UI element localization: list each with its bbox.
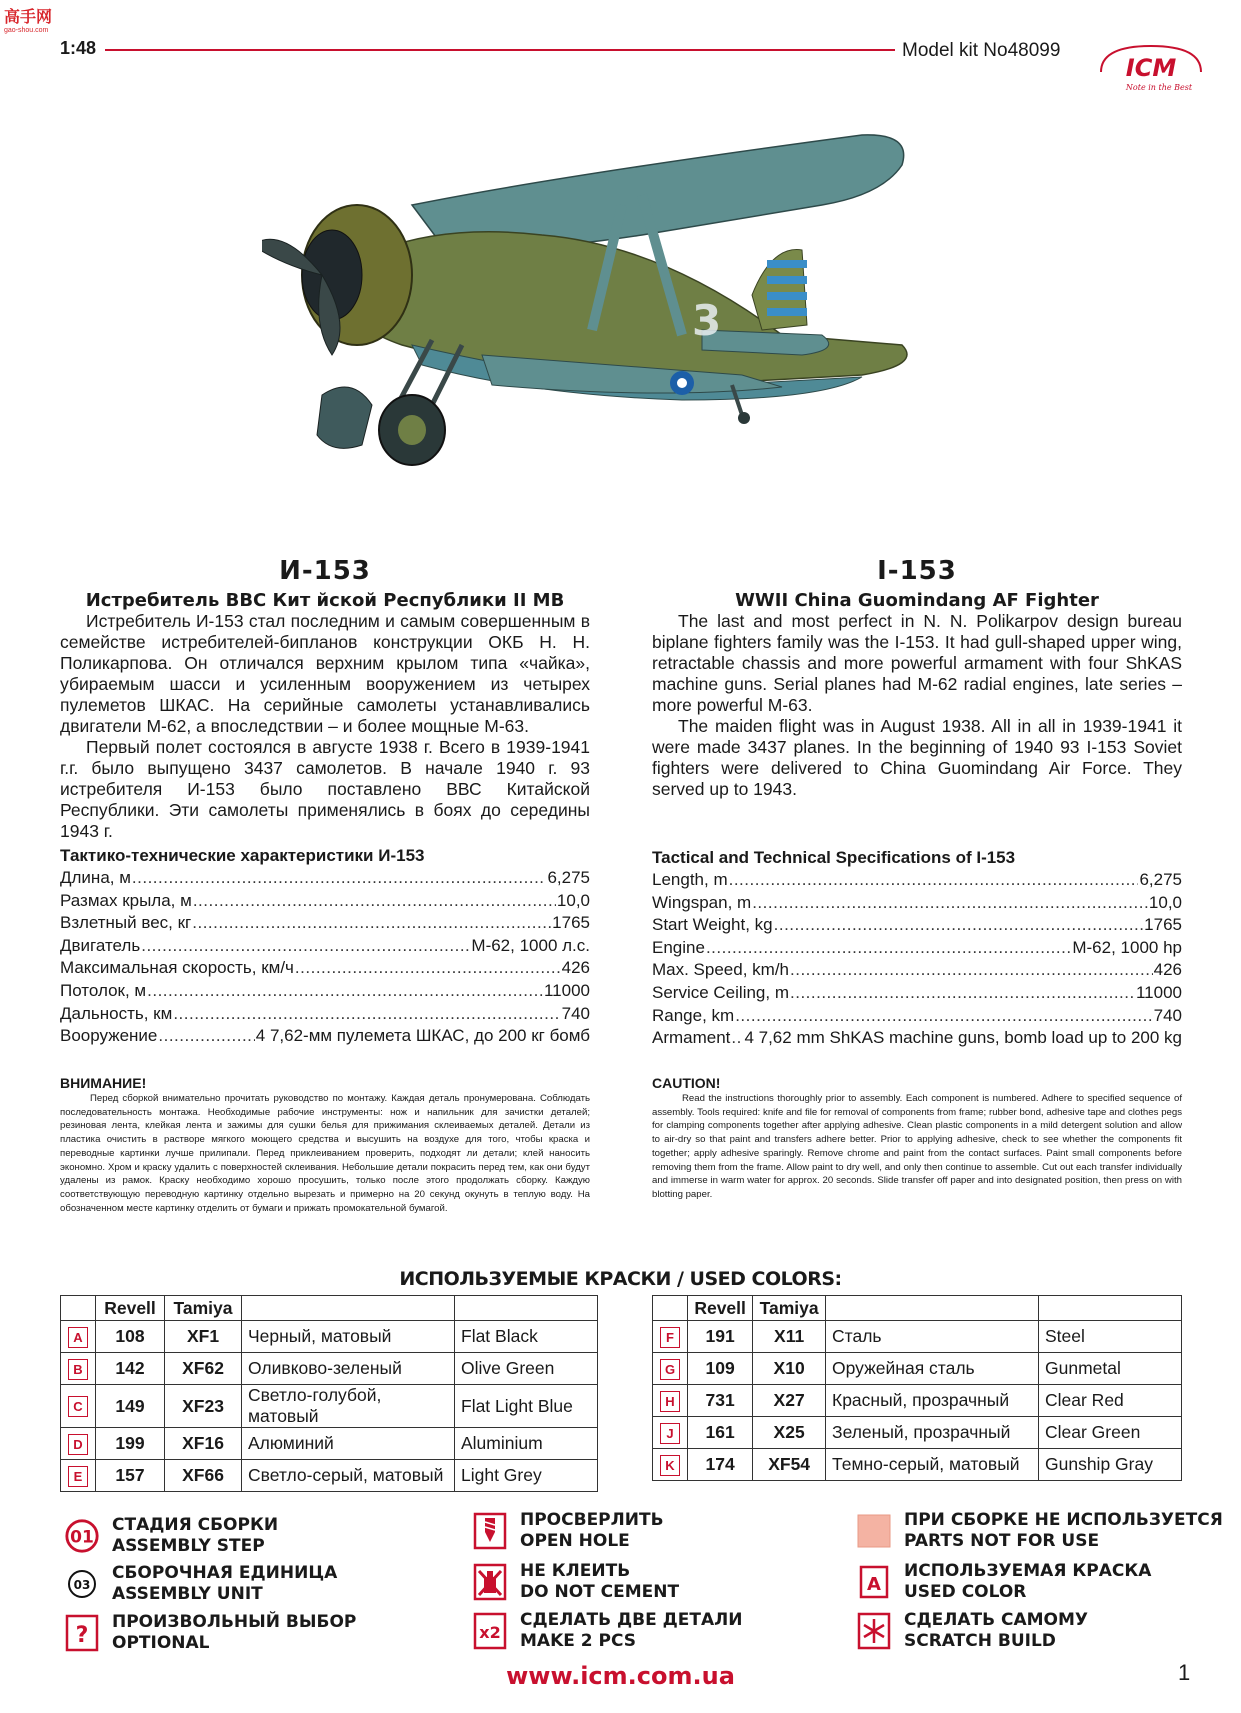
color-letter-icon: K	[660, 1455, 680, 1476]
table-row: G 109 X10 Оружейная сталь Gunmetal	[653, 1353, 1182, 1385]
optional-icon	[64, 1614, 100, 1652]
ru-caution-title: ВНИМАНИЕ!	[60, 1075, 147, 1091]
page-number: 1	[1178, 1660, 1191, 1685]
table-row: B 142 XF62 Оливково-зеленый Olive Green	[61, 1353, 598, 1385]
en-caution-text: Read the instructions thoroughly prior to assembly. Each component is numbered. Adhere to specified sequence of assembly. Tools required: knife and file for removal of components from frame; rubber bond, adhesive tape and clothes pegs for clamping components together after applying adhesive. Clean plastic components in a mild detergent solution and allow to air-dry so that paint and transfers adhere better. Prior to applying adhesive, check to see whether the components fit together; apply adhesive sparingly. Remove chrome and paint from the contact surfaces. Paint small components before removing them from the frame. Allow paint to dry well, and only then continue to assemble. Cut out each transfer individually and immerse in warm water for approx. 20 seconds. Slide transfer off paper and into designated position, then press on with blotting paper.	[652, 1093, 1182, 1200]
color-letter-icon: F	[660, 1327, 680, 1348]
scale-label: 1:48	[60, 38, 97, 58]
ru-caution-text: Перед сборкой внимательно прочитать руководство по монтажу. Каждая деталь пронумерована. Соблюдать последовательность монтажа. Необходимые рабочие инструменты: нож и напильник для зачистки деталей; резиновая лента, клейкая лента и зажимы для сушки белья для прижимания склеиваемых деталей. Детали из пластика очистить в растворе мягкого моющего средства и высушить на воздухе для того, чтобы краска и переводные картинки лучше прилипали. Перед приклеиванием проверить, подходят ли детали; клей наносить экономно. Хром и краску удалить с поверхностей склеивания. Небольшие детали покрасить перед тем, как они будут удалены из рамок. Краску необходимо хорошо просушить, только после этого продолжать сборку. Каждую соответствующую переводную картинку отдельно вырезать и примерно на 20 секунд окунуть в теплую воду. На обозначенном месте картинку отделить от бумаги и прижать промокательной бумагой.	[60, 1093, 590, 1214]
used-color-icon	[856, 1563, 892, 1601]
legend-optional: ? ПРОИЗВОЛЬНЫЙ ВЫБОР OPTIONAL	[64, 1612, 356, 1654]
tamiya-header: Tamiya	[165, 1296, 242, 1321]
drill-icon	[472, 1512, 508, 1550]
legend-not-for-use: ПРИ СБОРКЕ НЕ ИСПОЛЬЗУЕТСЯ PARTS NOT FOR USE	[856, 1510, 1223, 1552]
spec-row: Вооружение ..... 4 7,62-мм пулемета ШКАС, до 200 кг бомб	[60, 1025, 590, 1048]
svg-text:x2: x2	[479, 1623, 501, 1642]
en-subtitle: WWII China Guomindang AF Fighter	[735, 590, 1099, 611]
revell-header: Revell	[96, 1296, 165, 1321]
svg-text:01: 01	[70, 1527, 94, 1548]
ru-subtitle: Истребитель ВВС Кит йской Республики II МВ	[85, 590, 565, 611]
ru-title: И-153	[279, 556, 371, 586]
ru-spec-list	[60, 867, 590, 1048]
legend-assembly-unit: 03 СБОРОЧНАЯ ЕДИНИЦА ASSEMBLY UNIT	[64, 1563, 337, 1605]
logo-tagline: Note in the Best	[1125, 83, 1193, 92]
table-header-row	[653, 1296, 1182, 1321]
svg-text:03: 03	[73, 1578, 91, 1592]
table-row: C 149 XF23 Светло-голубой, матовый Flat Light Blue	[61, 1385, 598, 1428]
ru-spec-title: Тактико-технические характеристики И-153	[60, 846, 425, 865]
spec-row: Service Ceiling, m ..... 11000	[652, 982, 1182, 1005]
legend-make-two: x2 СДЕЛАТЬ ДВЕ ДЕТАЛИ MAKE 2 PCS	[472, 1610, 742, 1652]
en-paragraph-1: The last and most perfect in N. N. Polikarpov design bureau biplane fighters family was the I-153. It had gull-shaped upper wing, retractable chassis and more powerful armament with four ShKAS machine guns. Serial planes had M-62 radial engines, late series – more powerful M-63.	[652, 611, 1182, 715]
header-rule	[105, 49, 895, 51]
colors-table-left	[60, 1295, 598, 1492]
do-not-cement-icon	[472, 1563, 508, 1601]
spec-row: Range, km ..... 740	[652, 1005, 1182, 1028]
legend-scratch-build: СДЕЛАТЬ САМОМУ SCRATCH BUILD	[856, 1610, 1088, 1652]
en-caution-title: CAUTION!	[652, 1075, 721, 1091]
spec-row: Wingspan, m ..... 10,0	[652, 892, 1182, 915]
spec-row: Двигатель ..... М-62, 1000 л.с.	[60, 935, 590, 958]
color-letter-icon: J	[660, 1423, 680, 1444]
legend-open-hole: ПРОСВЕРЛИТЬ OPEN HOLE	[472, 1510, 664, 1552]
table-row: K 174 XF54 Темно-серый, матовый Gunship Gray	[653, 1449, 1182, 1481]
color-letter-icon: A	[68, 1327, 88, 1348]
table-header-row	[61, 1296, 598, 1321]
en-spec-list	[652, 869, 1182, 1050]
colors-title: ИСПОЛЬЗУЕМЫЕ КРАСКИ / USED COLORS:	[399, 1268, 842, 1290]
table-row: F 191 X11 Сталь Steel	[653, 1321, 1182, 1353]
tamiya-header: Tamiya	[753, 1296, 826, 1321]
spec-row: Размах крыла, м ..... 10,0	[60, 890, 590, 913]
watermark-logo	[4, 4, 74, 38]
logo-text: ICM	[1125, 54, 1177, 82]
en-spec-title: Tactical and Technical Specifications of I-153	[652, 848, 1016, 867]
colors-table-right	[652, 1295, 1182, 1481]
website-link[interactable]: www.icm.com.ua	[506, 1662, 735, 1690]
color-letter-icon: D	[68, 1434, 88, 1455]
en-description	[652, 611, 1182, 800]
spec-row: Max. Speed, km/h ..... 426	[652, 959, 1182, 982]
ru-paragraph-2: Первый полет состоялся в августе 1938 г. Всего в 1939-1941 г.г. было выпущено 3437 самолетов. В начале 1940 г. 93 истребителя И-153 было поставлено ВВС Китайской Республики. Эти самолеты применялись в боях до середины 1943 г.	[60, 737, 590, 841]
color-letter-icon: B	[68, 1359, 88, 1380]
en-paragraph-2: The maiden flight was in August 1938. All in all in 1939-1941 it were made 3437 planes. In the beginning of 1940 93 I-153 Soviet fighters were delivered to China Guomindang Air Force. They served up to 1943.	[652, 716, 1182, 799]
table-row: J 161 X25 Зеленый, прозрачный Clear Green	[653, 1417, 1182, 1449]
assembly-unit-icon	[64, 1565, 100, 1603]
icm-logo	[1097, 42, 1205, 96]
color-letter-icon: E	[68, 1466, 88, 1487]
spec-row: Engine ..... M-62, 1000 hp	[652, 937, 1182, 960]
spec-row: Потолок, м ..... 11000	[60, 980, 590, 1003]
assembly-step-icon	[64, 1517, 100, 1555]
model-kit-number: Model kit No48099	[902, 40, 1061, 61]
make-two-icon	[472, 1612, 508, 1650]
spec-row: Length, m ..... 6,275	[652, 869, 1182, 892]
scratch-build-icon	[856, 1612, 892, 1650]
spec-row: Длина, м ..... 6,275	[60, 867, 590, 890]
svg-text:3: 3	[692, 296, 722, 345]
svg-text:?: ?	[75, 1623, 89, 1648]
spec-row: Start Weight, kg ..... 1765	[652, 914, 1182, 937]
legend-do-not-cement: НЕ КЛЕИТЬ DO NOT CEMENT	[472, 1561, 679, 1603]
legend-assembly-step: 01 СТАДИЯ СБОРКИ ASSEMBLY STEP	[64, 1515, 278, 1557]
color-letter-icon: H	[660, 1391, 680, 1412]
spec-row: Взлетный вес, кг ..... 1765	[60, 912, 590, 935]
ru-paragraph-1: Истребитель И-153 стал последним и самым совершенным в семействе истребителей-бипланов конструкции ОКБ Н. Н. Поликарпова. Он отличался верхним крылом типа «чайка», убираемым шасси и усиленным вооружением из четырех пулеметов ШКАС. На серийные самолеты устанавливались двигатели М-62, а впоследствии – и более мощные М-63.	[60, 611, 590, 736]
en-title: I-153	[877, 556, 957, 586]
not-for-use-icon	[856, 1512, 892, 1550]
legend-used-color: A ИСПОЛЬЗУЕМАЯ КРАСКА USED COLOR	[856, 1561, 1151, 1603]
color-letter-icon: C	[68, 1396, 88, 1417]
table-row: H 731 X27 Красный, прозрачный Clear Red	[653, 1385, 1182, 1417]
ru-description	[60, 611, 590, 842]
table-row: E 157 XF66 Светло-серый, матовый Light Grey	[61, 1460, 598, 1492]
table-row: D 199 XF16 Алюминий Aluminium	[61, 1428, 598, 1460]
i-153-aircraft-illustration	[262, 125, 1002, 525]
spec-row: Максимальная скорость, км/ч ..... 426	[60, 957, 590, 980]
spec-row: Armament ..... 4 7,62 mm ShKAS machine guns, bomb load up to 200 kg	[652, 1027, 1182, 1050]
color-letter-icon: G	[660, 1359, 680, 1380]
spec-row: Дальность, км ..... 740	[60, 1003, 590, 1026]
svg-text:A: A	[867, 1574, 881, 1595]
revell-header: Revell	[688, 1296, 753, 1321]
table-row: A 108 XF1 Черный, матовый Flat Black	[61, 1321, 598, 1353]
watermark-text: 高手网	[4, 7, 53, 26]
watermark-subtext: gao-shou.com	[4, 27, 49, 34]
